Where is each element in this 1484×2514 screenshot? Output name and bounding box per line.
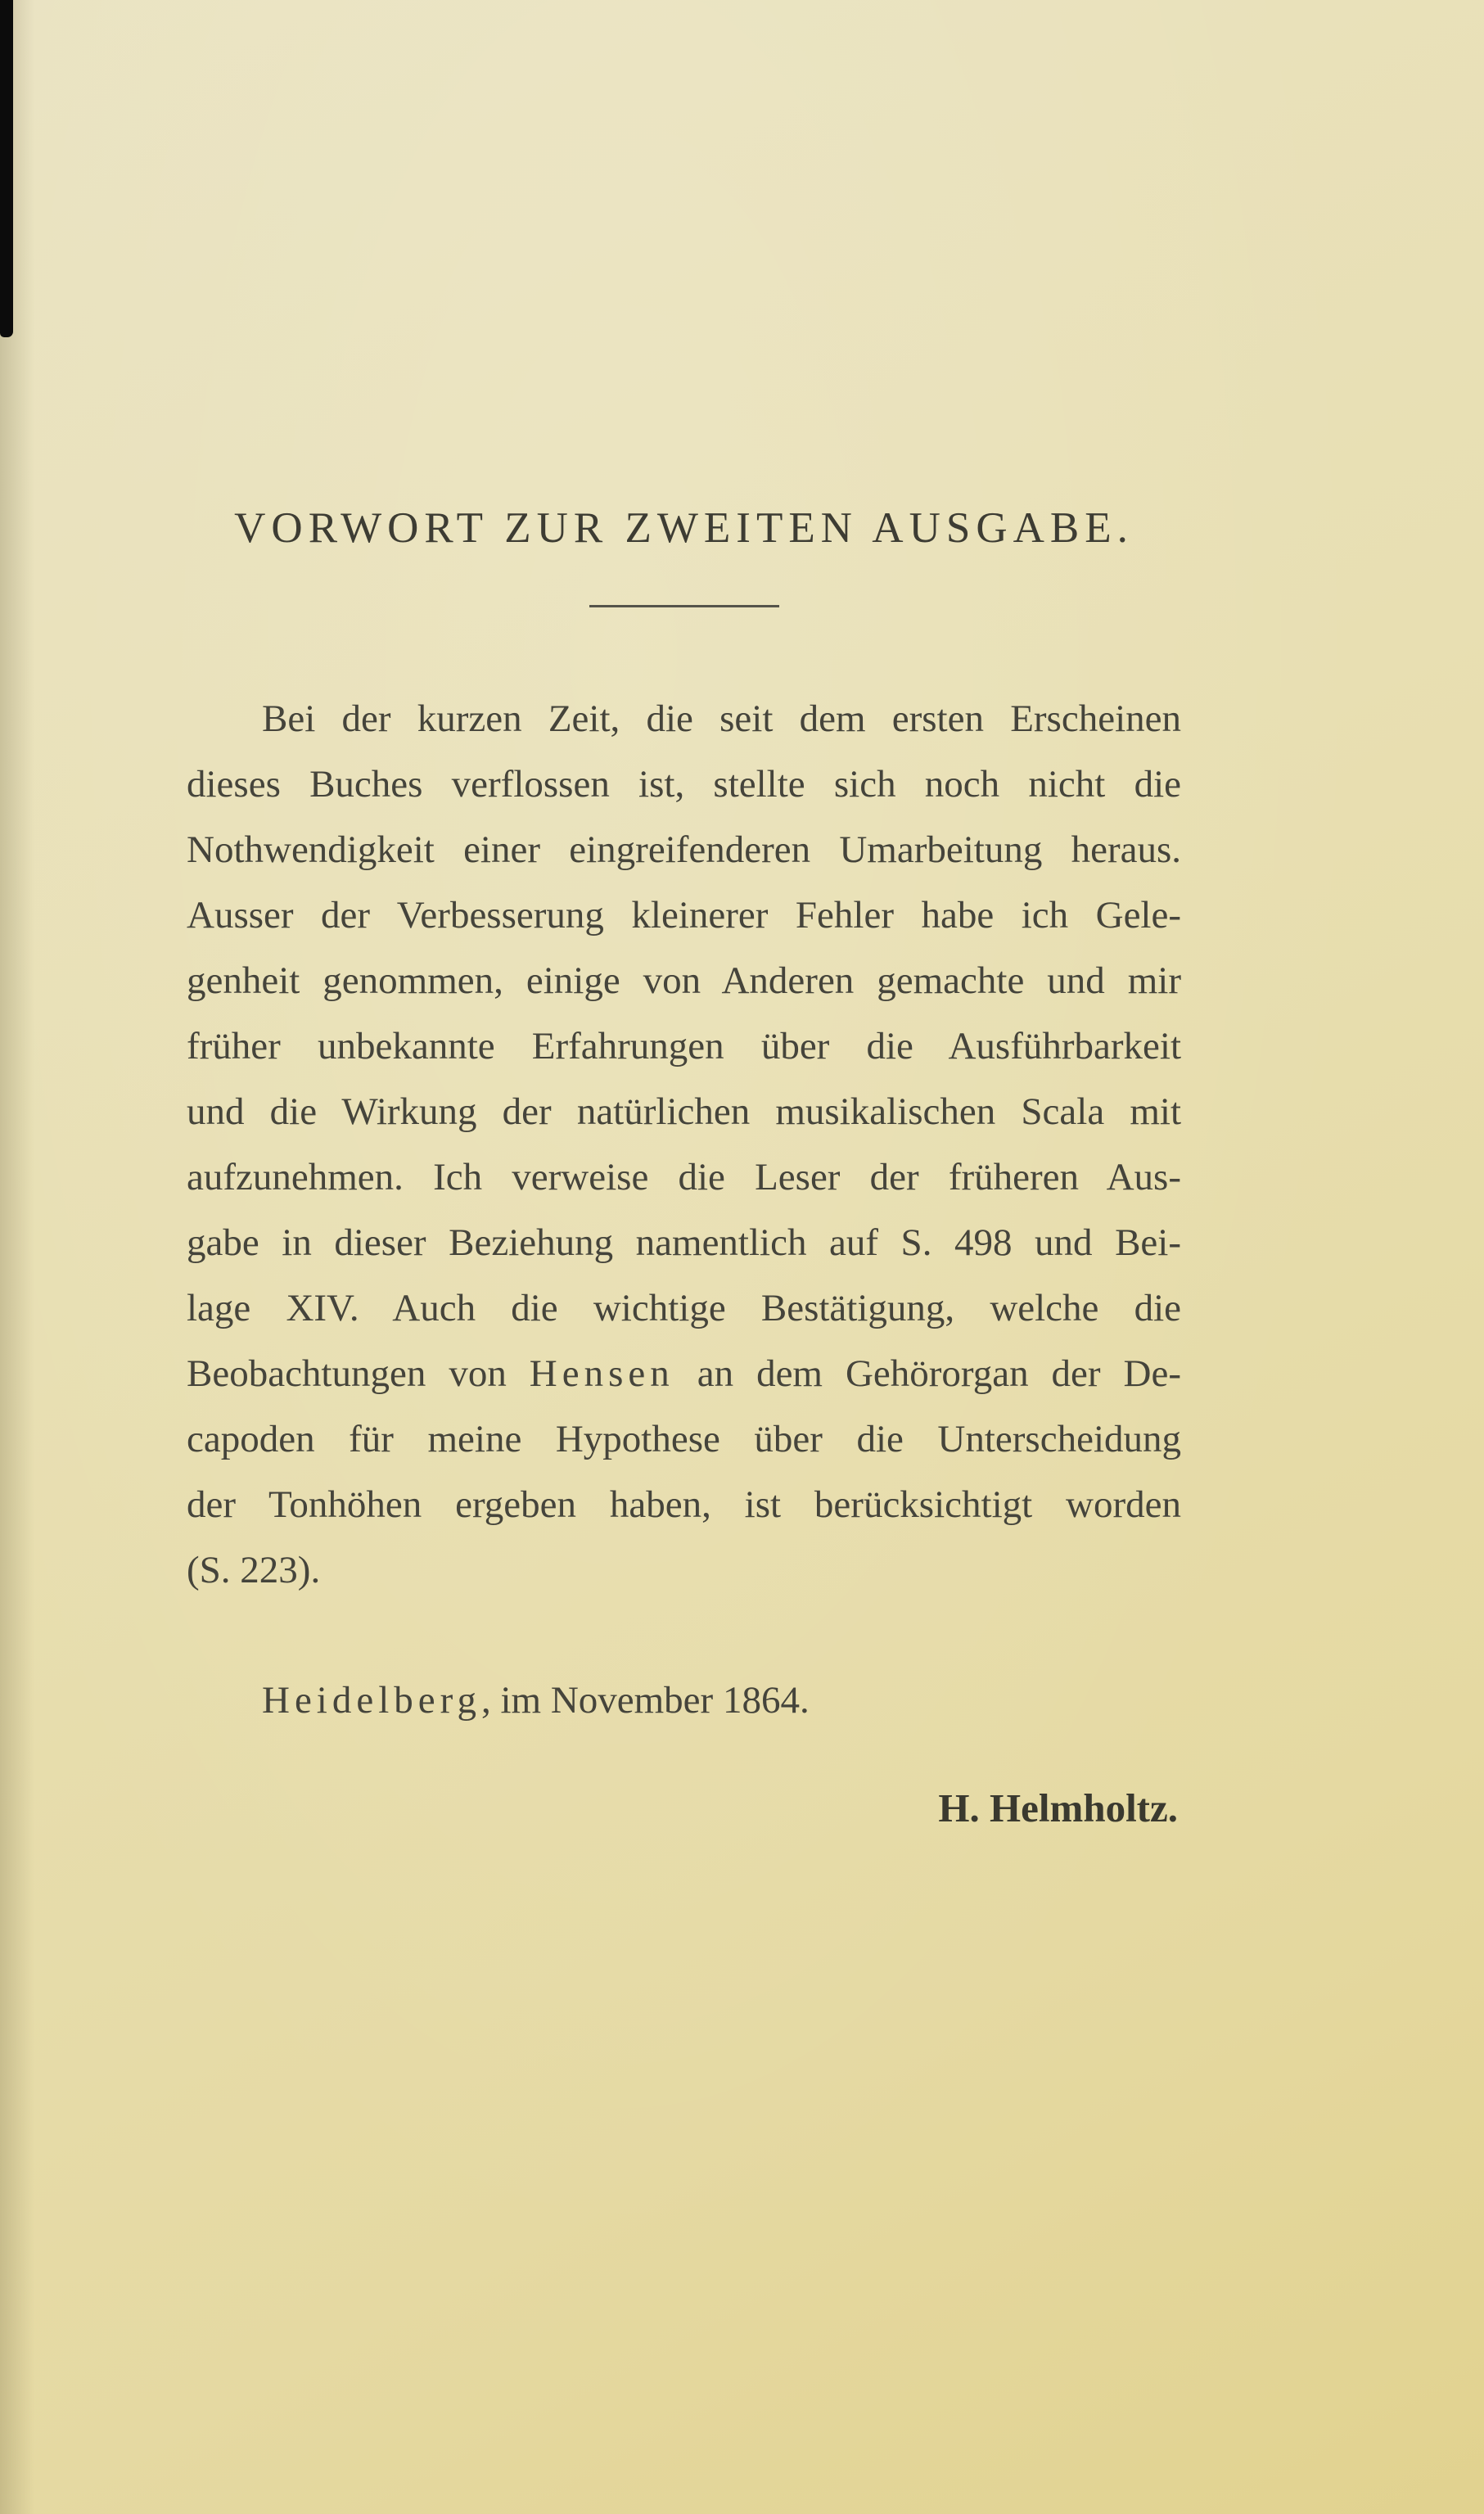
paragraph-line: der Tonhöhen ergeben haben, ist berücksichtigt worden [187,1483,1181,1526]
title-divider [589,605,779,607]
paragraph-line: und die Wirkung der natürlichen musikalischen Scala mit [187,1090,1181,1133]
text-block [187,503,1181,1831]
dateline-place: Heidelberg [262,1679,481,1722]
paragraph-line: Bei der kurzen Zeit, die seit dem ersten Erscheinen [262,697,1181,740]
paragraph-line: genheit genommen, einige von Anderen gemachte und mir [187,959,1181,1002]
paragraph-line: früher unbekannte Erfahrungen über die Ausführbarkeit [187,1025,1181,1067]
paragraph-line: lage XIV. Auch die wichtige Bestätigung, welche die [187,1287,1181,1329]
hensen-emphasized-name: Hensen [529,1352,674,1395]
signature: H. Helmholtz. [938,1785,1178,1830]
paragraph-line-last: (S. 223). [187,1549,321,1591]
dateline [187,1678,1181,1722]
dateline-rest: , im November 1864. [480,1679,810,1722]
page-gutter-shadow [0,0,34,2514]
paragraph-line: capoden für meine Hypothese über die Unterscheidung [187,1418,1181,1460]
binding-mark [0,0,13,337]
hensen-line-before: Beobachtungen von [187,1352,530,1395]
page-title: VORWORT ZUR ZWEITEN AUSGABE. [234,504,1134,552]
paragraph-line-hensen [187,1341,1181,1406]
paragraph-line: gabe in dieser Beziehung namentlich auf S. 498 und Bei- [187,1221,1181,1264]
paragraph-line: Nothwendigkeit einer eingreifenderen Umarbeitung heraus. [187,828,1181,871]
preface-paragraph [187,686,1181,1603]
hensen-line-after: an dem Gehörorgan der De- [674,1352,1181,1395]
paragraph-line: aufzunehmen. Ich verweise die Leser der früheren Aus- [187,1156,1181,1198]
paragraph-line: Ausser der Verbesserung kleinerer Fehler habe ich Gele- [187,894,1181,937]
paragraph-line: dieses Buches verflossen ist, stellte sich noch nicht die [187,763,1181,806]
